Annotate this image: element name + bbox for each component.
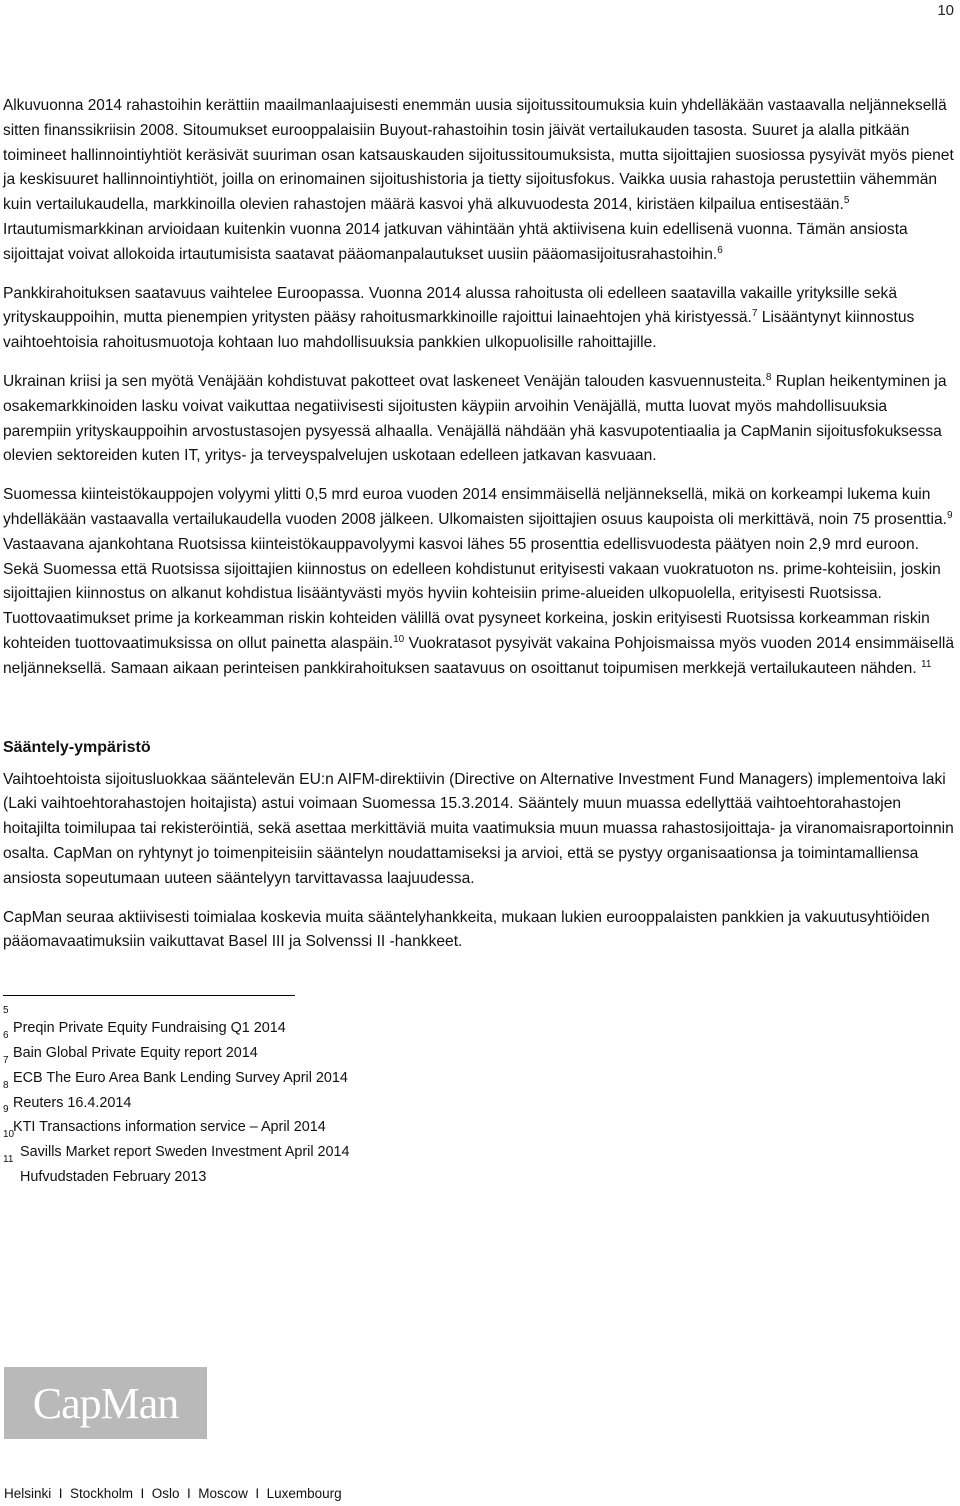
document-body [3, 94, 955, 1190]
page-number: 10 [937, 2, 954, 19]
paragraph-text: Ukrainan kriisi ja sen myötä Venäjään kohdistuvat pakotteet ovat laskeneet Venäjän talouden kasvuennusteita. [3, 372, 766, 390]
paragraph-aifm: Vaihtoehtoista sijoitusluokkaa sääntelevän EU:n AIFM-direktiivin (Directive on Alternative Investment Fund Managers) implementoiva laki (Laki vaihtoehtorahastojen hoitajista) astui voimaan Suomessa 15.3.2014. Sääntely muun muassa edellyttää vaihtoehtorahastojen hoitajilta toimilupaa tai rekisteröintiä, sekä asettaa merkittäviä muita vaatimuksia muun muassa rahastosijoittaja- ja viranomaisraportoinnin osalta. CapMan on ryhtynyt jo toimenpiteisiin sääntelyn noudattamiseksi ja arvioi, että se pystyy organisaationsa ja toimintamalliensa ansiosta sopeutumaan uuteen sääntelyyn tarvittavassa laajuudessa. [3, 770, 954, 887]
footnote-item: 6 Bain Global Private Equity report 2014 [3, 1029, 258, 1061]
footnote-ref[interactable]: 8 [765, 371, 772, 383]
footnote-ref[interactable]: 6 [717, 244, 723, 256]
footnote-ref[interactable]: 7 [751, 308, 758, 320]
logo-text: CapMan [32, 1378, 179, 1428]
footnote-item: 9 KTI Transactions information service – April 2014 [3, 1104, 326, 1136]
footnote-item: 11 Hufvudstaden February 2013 [3, 1153, 207, 1185]
footnote-text: Preqin Private Equity Fundraising Q1 2014 [13, 1020, 286, 1037]
paragraph-real-estate [3, 483, 955, 681]
footnotes-list [3, 1005, 955, 1190]
paragraph-text: Ruplan heikentyminen ja osakemarkkinoiden lasku voivat vaikuttaa negatiivisesti sijoitusten käypiin arvoihin Venäjällä, mutta luovat myös mahdollisuuksia parempiin yrityskauppoihin arvostustasojen pysyessä alhaalla. Venäjällä nähdään yhä kasvupotentiaalia ja CapManin sijoitusfokuksessa olevien sektoreiden kuten IT, yritys- ja terveyspalvelujen uskotaan edelleen jatkavan kasvuaan. [3, 372, 947, 465]
paragraph-text: Suuret ja alalla pitkään toimineet hallinnointiyhtiöt keräsivät suuriman osan katsauskauden sijoitussitoumuksista, mutta sijoittajien suosiossa pysyivät myös pienet ja keskisuuret hallinnointiyhtiöt, joilla on erinomainen sijoitushistoria ja tietty sijoitusfokus. [3, 121, 954, 189]
footnote-ref[interactable]: 10 [393, 633, 405, 645]
paragraph-text: Pankkirahoituksen saatavuus vaihtelee Euroopassa. Vuonna 2014 alussa rahoitusta oli edelleen saatavilla vakaille yrityksille sekä yrityskauppoihin, mutta pienempien yritysten pääsy rahoitusmarkkinoille rajoittui lainaehtojen yhä kiristyessä. [3, 284, 897, 327]
footnote-item: 10 Savills Market report Sweden Investment April 2014 [3, 1129, 350, 1161]
footnote-ref[interactable]: 5 [843, 195, 850, 206]
paragraph-bank-financing [3, 282, 955, 356]
footnote-text: Bain Global Private Equity report 2014 [13, 1044, 258, 1061]
capman-logo [4, 1367, 207, 1439]
paragraph-text: Vastaavana ajankohtana Ruotsissa kiinteistökauppavolyymi kasvoi lähes 55 prosenttia edellisvuodesta päätyen noin 2,9 mrd euroon. Sekä Suomessa että Ruotsissa sijoittajien kiinnostus on edelleen kohdistunut erityisesti vakaan vuokratuoton ns. prime-kohteisiin, joskin sijoittajien kiinnostus on alkanut kohdistua lisääntyvästi myös hyviin kohteisiin prime-alueiden ulkopuolella, erityisesti Ruotsissa. Tuottovaatimukset prime ja korkeamman riskin kohteiden välillä ovat pysyneet korkeina, joskin erityisesti Ruotsissa korkeamman riskin kohteiden tuottovaatimuksissa on ollut painetta alaspäin. [3, 535, 941, 652]
footnote-text: Hufvudstaden February 2013 [20, 1168, 207, 1185]
footnote-item: 8 Reuters 16.4.2014 [3, 1079, 132, 1111]
footnote-item: 7 ECB The Euro Area Bank Lending Survey April 2014 [3, 1054, 348, 1086]
footnote-ref[interactable]: 11 [921, 658, 932, 670]
office-locations: Helsinki I Stockholm I Oslo I Moscow I Luxembourg [4, 1486, 342, 1501]
paragraph-text: Vuokratasot pysyivät vakaina Pohjoismaissa myös vuoden 2014 ensimmäisellä neljänneksellä. Samaan aikaan perinteisen pankkirahoituksen saatavuus on osoittanut toipumisen merkkejä vertailukauteen nähden. [3, 634, 955, 677]
footnote-ref[interactable]: 9 [947, 509, 953, 521]
footnote-text: Reuters 16.4.2014 [13, 1094, 132, 1111]
section-heading: Sääntely-ympäristö [3, 738, 151, 756]
paragraph-fundraising [3, 94, 955, 268]
paragraph-text: Lisääntynyt kiinnostus vaihtoehtoisia rahoitusmuotoja kohtaan luo mahdollisuuksia pankkien ulkopuolisille rahoittajille. [3, 309, 915, 352]
paragraph-text: Irtautumismarkkinan arvioidaan kuitenkin vuonna 2014 jatkuvan vähintään yhtä aktiivisena kuin edellisenä vuonna. Tämän ansiosta sijoittajat voivat allokoida irtautumisista saatavat pääomanpalautukset uusiin pääomasijoitusrahastoihin. [3, 220, 908, 263]
paragraph-intro-text: Alkuvuonna 2014 rahastoihin kerättiin maailmanlaajuisesti enemmän uusia sijoitussitoumuksia kuin yhdelläkään vastaavalla neljänneksellä sitten finanssikriisin 2008. Sitoumukset eurooppalaisiin Buyout-rahastoihin tosin jäivät vertailukauden tasosta. [3, 97, 947, 139]
footnote-text: Savills Market report Sweden Investment April 2014 [20, 1144, 350, 1161]
footnote-text: KTI Transactions information service – April 2014 [13, 1119, 326, 1136]
paragraph-regulation: CapMan seuraa aktiivisesti toimialaa koskevia muita sääntelyhankkeita, mukaan lukien eurooppalaisten pankkien ja vakuutusyhtiöiden pääomavaatimuksiin vaikuttavat Basel III ja Solvenssi II -hankkeet. [3, 908, 930, 951]
footnote-item: 5 Preqin Private Equity Fundraising Q1 2014 [3, 1005, 286, 1037]
paragraph-text: Vaikka uusia rahastoja perustettiin vähemmän kuin vertailukaudella, markkinoilla olevien rahastojen määrä kasvoi yhä alkuvuodesta 2014, kiristäen kilpailua entisestään. [3, 171, 938, 214]
footnote-text: ECB The Euro Area Bank Lending Survey April 2014 [13, 1069, 348, 1086]
paragraph-text: Suomessa kiinteistökauppojen volyymi ylitti 0,5 mrd euroa vuoden 2014 ensimmäisellä neljänneksellä, mikä on korkeampi lukema kuin yhdelläkään vastaavalla vertailukaudella vuoden 2008 jälkeen. Ulkomaisten sijoittajien osuus kaupoista oli merkittävä, noin 75 prosenttia. [3, 486, 947, 528]
paragraph-russia [3, 370, 955, 469]
footnote-divider [3, 995, 295, 996]
